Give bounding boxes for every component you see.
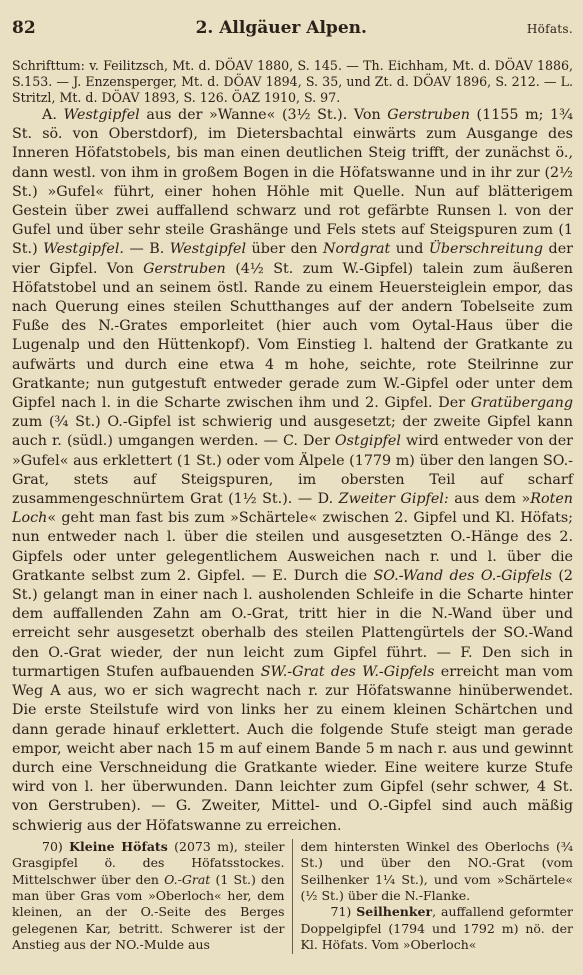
entry-continuation: dem hintersten Winkel des Oberlochs (¾ St.) und über den NO.-Grat (vom Seilhenker 1¼ St.), und vom »Schärtele« (½ St.) über die N.-Flanke. (300, 838, 573, 903)
page-number: 82 (12, 18, 36, 38)
running-head: Höfats. (526, 22, 573, 36)
page-title: 2. Allgäuer Alpen. (195, 18, 367, 38)
route-description: A. Westgipfel aus der »Wanne« (3½ St.). Von Gerstruben (1155 m; 1¾ St. sö. von Oberstdorf), im Dietersbachtal einwärts zum Ausgange des Inneren Höfatstobels, bis man einen deutlichen Steig trifft, der zunächst ö., dann westl. von ihm in großem Bogen in die Höfatswanne und in ihr zur (2½ St.) »Gufel« führt, einer hohen Höhle mit Quelle. Nun auf blätterigem Gestein über zwei auffallend schwarz und rot gefärbte Runsen l. von der Gufel und über sehr steile Grashänge und Fels stets auf Steigspuren zum (1 St.) Westgipfel. — B. Westgipfel über den Nordgrat und Überschreitung der vier Gipfel. Von Gerstruben (4½ St. zum W.-Gipfel) talein zum äußeren Höfatstobel und an seinem östl. Rande zu einem Heuersteiglein empor, das nach Querung eines steilen Schutthanges auf der andern Tobelseite zum Fuße des N.-Grates emporleitet (hier auch vom Oytal-Haus über die Lugenalp und den Hüttenkopf). Vom Einstieg l. haltend der Gratkante zu aufwärts und durch eine etwa 4 m hohe, seichte, rote Steilrinne zur Gratkante; nun gutgestuft entweder gerade zum W.-Gipfel oder unter dem Gipfel nach l. in die Scharte zwischen ihm und 2. Gipfel. Der Gratübergang zum (¾ St.) O.-Gipfel ist schwierig und ausgesetzt; der zweite Gipfel kann auch r. (südl.) umgangen werden. — C. Der Ostgipfel wird entweder von der »Gufel« aus erklettert (1 St.) oder vom Älpele (1779 m) über den langen SO.-Grat, stets auf Steigspuren, im obersten Teil auf scharf zusammengeschnürtem Grat (1½ St.). — D. Zweiter Gipfel: aus dem »Roten Loch« geht man fast bis zum »Schärtele« zwischen 2. Gipfel und Kl. Höfats; nun entweder nach l. über die steilen und ausgesetzten O.-Hänge des 2. Gipfels oder unter gelegentlichem Ausweichen nach r. und l. über die Gratkante selbst zum 2. Gipfel. — E. Durch die SO.-Wand des O.-Gipfels (2 St.) gelangt man in einer nach l. ausholenden Schleife in die Scharte hinter dem auffallenden Zahn am O.-Grat, tritt hier in die N.-Wand über und erreicht sehr ausgesetzt oberhalb des steilen Plattengürtels der SO.-Wand den O.-Grat wieder, der nun leicht zum Gipfel führt. — F. Den sich in turmartigen Stufen aufbauenden SW.-Grat des W.-Gipfels erreicht man vom Weg A aus, wo er sich wagrecht nach r. zur Höfatswanne hinüberwendet. Die erste Steilstufe wird von links her zu einem kleinen Schärtchen und dann gerade hinauf erklettert. Auch die folgende Stufe steigt man gerade empor, weicht aber nach 15 m auf einem Bande 5 m nach r. aus und gewinnt durch eine Verschneidung die Gratkante wieder. Eine weitere kurze Stufe wird von l. her überwunden. Dann leichter zum Gipfel (sehr schwer, 4 St. von Gerstruben). — G. Zweiter, Mittel- und O.-Gipfel sind auch mäßig schwierig aus der Höfatswanne zu erreichen. (12, 107, 574, 834)
entry-kleine-hoefats: 70) Kleine Höfats (2073 m), steiler Grasgipfel ö. des Höfatsstockes. Mittelschwer über den O.-Grat (1 St.) den man über Gras vom »Oberloch« her, dem kleinen, an der O.-Seite des Berges gelegenen Kar, betritt. Schwerer ist der Anstieg aus der NO.-Mulde aus (12, 838, 285, 953)
entry-seilhenker: 71) Seilhenker, auffallend geformter Doppelgipfel (1794 und 1792 m) nö. der Kl. Höfats. Vom »Oberloch« (300, 904, 573, 953)
two-column-section (12, 839, 573, 954)
bibliography: Schrifttum: v. Feilitzsch, Mt. d. DÖAV 1880, S. 145. — Th. Eichham, Mt. d. DÖAV 1886, S.153. — J. Enzensperger, Mt. d. DÖAV 1894, S. 35, und Zt. d. DÖAV 1896, S. 212. — L. Stritzl, Mt. d. DÖAV 1893, S. 126. ÖAZ 1910, S. 97. (12, 58, 573, 105)
column-right (293, 839, 574, 954)
page-header (12, 18, 573, 40)
column-left (12, 839, 293, 954)
